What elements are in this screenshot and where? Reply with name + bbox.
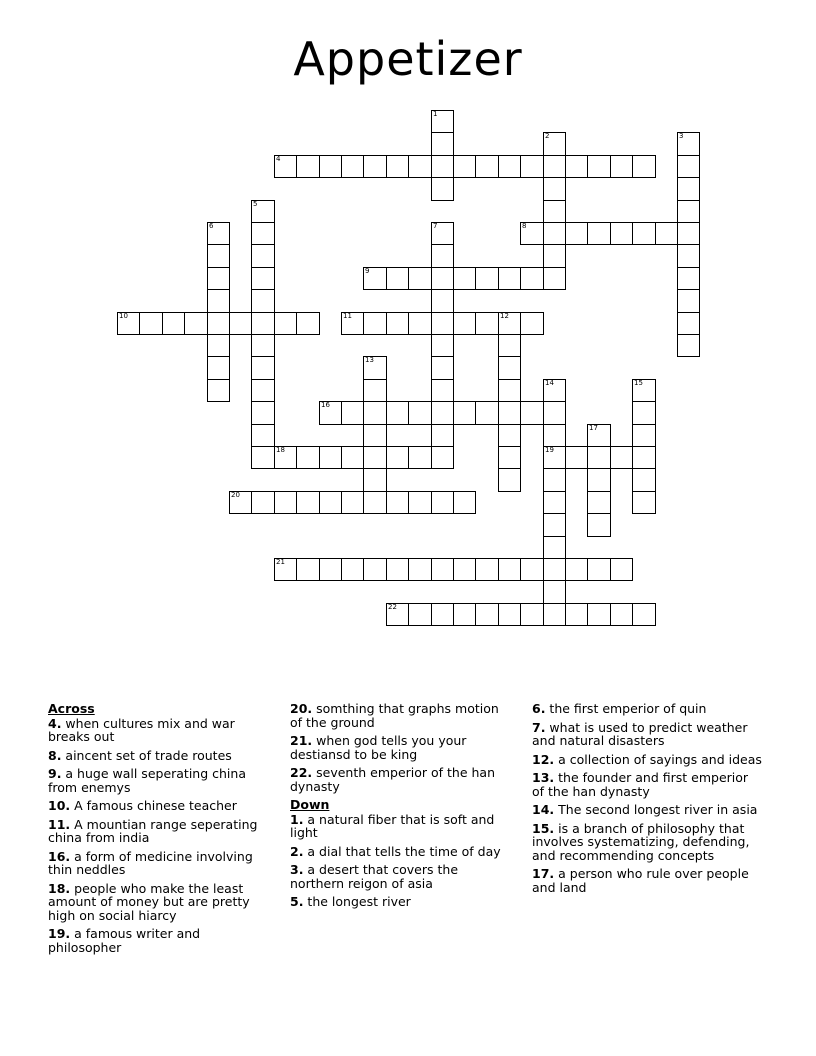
grid-cell[interactable] — [431, 177, 454, 201]
grid-cell[interactable] — [677, 132, 700, 156]
clue-number: 8 — [522, 222, 527, 230]
grid-cell[interactable] — [453, 155, 476, 178]
clue-item — [532, 803, 762, 817]
grid-cell[interactable] — [632, 379, 656, 402]
clue-item-text: seventh emperior of the han dynasty — [290, 765, 496, 794]
clue-item-number: 16. — [48, 848, 71, 864]
grid-cell[interactable] — [610, 446, 633, 469]
grid-cell[interactable] — [431, 110, 454, 133]
grid-cell[interactable] — [296, 312, 320, 335]
grid-cell[interactable] — [520, 155, 544, 178]
grid-cell[interactable] — [386, 155, 409, 178]
grid-cell[interactable] — [207, 222, 230, 245]
grid-cell[interactable] — [408, 603, 432, 626]
clue-number: 16 — [321, 401, 330, 409]
grid-cell[interactable] — [341, 401, 364, 425]
grid-cell[interactable] — [251, 312, 275, 335]
grid-cell[interactable] — [543, 446, 566, 469]
clue-item-number: 21. — [290, 733, 313, 748]
grid-cell[interactable] — [184, 312, 208, 335]
grid-cell[interactable] — [363, 356, 387, 380]
grid-cell[interactable] — [498, 401, 521, 425]
grid-cell[interactable] — [431, 491, 454, 514]
grid-cell[interactable] — [296, 558, 320, 581]
grid-cell[interactable] — [431, 289, 454, 313]
clue-item-text: the first emperior of quin — [545, 701, 707, 716]
grid-cell[interactable] — [408, 491, 432, 514]
grid-cell[interactable] — [251, 267, 275, 290]
clue-item-number: 3. — [290, 862, 304, 877]
grid-cell[interactable] — [498, 356, 521, 380]
clue-number: 21 — [276, 558, 285, 566]
grid-cell[interactable] — [139, 312, 163, 335]
clue-item — [290, 813, 510, 840]
grid-cell[interactable] — [610, 603, 633, 626]
grid-cell[interactable] — [543, 468, 566, 492]
grid-cell[interactable] — [251, 222, 275, 245]
grid-cell[interactable] — [677, 177, 700, 201]
clue-item — [48, 767, 268, 794]
grid-cell[interactable] — [363, 424, 387, 447]
clue-item-text: is a branch of philosophy that involves systematizing, defending, and recommending concepts — [532, 820, 750, 863]
clue-number: 5 — [253, 200, 258, 208]
grid-cell[interactable] — [386, 603, 409, 626]
grid-cell[interactable] — [587, 468, 611, 492]
grid-cell[interactable] — [274, 558, 297, 581]
grid-cell[interactable] — [677, 155, 700, 178]
grid-cell[interactable] — [431, 222, 454, 245]
grid-cell[interactable] — [251, 356, 275, 380]
grid-cell[interactable] — [610, 558, 633, 581]
grid-cell[interactable] — [207, 356, 230, 380]
grid-cell[interactable] — [677, 200, 700, 223]
grid-cell[interactable] — [363, 558, 387, 581]
grid-cell[interactable] — [610, 222, 633, 245]
clue-item — [290, 734, 510, 761]
grid-cell[interactable] — [543, 222, 566, 245]
grid-cell[interactable] — [587, 491, 611, 514]
clue-number: 3 — [679, 132, 684, 140]
clue-item-text: The second longest river in asia — [554, 802, 758, 817]
grid-cell[interactable] — [363, 379, 387, 402]
grid-cell[interactable] — [475, 155, 499, 178]
grid-cell[interactable] — [408, 155, 432, 178]
grid-cell[interactable] — [543, 379, 566, 402]
clue-item-number: 13. — [532, 770, 555, 785]
grid-cell[interactable] — [431, 244, 454, 268]
grid-cell[interactable] — [543, 244, 566, 268]
clue-item-text: somthing that graphs motion of the ground — [290, 701, 499, 730]
grid-cell[interactable] — [587, 222, 611, 245]
clue-item-number: 19. — [48, 926, 71, 941]
clue-item — [48, 717, 268, 744]
grid-cell[interactable] — [341, 491, 364, 514]
clue-number: 12 — [500, 312, 509, 320]
grid-cell[interactable] — [431, 401, 454, 425]
clue-number: 19 — [545, 446, 554, 454]
grid-cell[interactable] — [319, 155, 342, 178]
grid-cell[interactable] — [677, 334, 700, 357]
grid-cell[interactable] — [386, 491, 409, 514]
grid-cell[interactable] — [565, 558, 588, 581]
grid-cell[interactable] — [341, 155, 364, 178]
grid-cell[interactable] — [386, 267, 409, 290]
grid-cell[interactable] — [229, 491, 252, 514]
grid-cell[interactable] — [207, 379, 230, 402]
clue-item — [290, 863, 510, 890]
grid-cell[interactable] — [251, 424, 275, 447]
grid-cell[interactable] — [475, 401, 499, 425]
grid-cell[interactable] — [341, 312, 364, 335]
clue-item-text: a famous writer and philosopher — [48, 926, 201, 955]
grid-cell[interactable] — [610, 155, 633, 178]
grid-cell[interactable] — [296, 155, 320, 178]
clue-item-number: 8. — [48, 747, 62, 763]
clue-item-number: 6. — [532, 701, 546, 716]
clue-number: 20 — [231, 491, 240, 499]
clue-item-number: 1. — [290, 811, 304, 827]
clue-column-2 — [290, 702, 510, 914]
grid-cell[interactable] — [319, 558, 342, 581]
grid-cell[interactable] — [498, 334, 521, 357]
grid-cell[interactable] — [274, 312, 297, 335]
grid-cell[interactable] — [408, 312, 432, 335]
clue-item-text: a person who rule over people and land — [532, 866, 749, 895]
clue-item-text: when cultures mix and war breaks out — [48, 715, 235, 744]
clue-item-number: 12. — [532, 751, 555, 767]
clue-item — [532, 867, 762, 894]
clue-number: 10 — [119, 312, 128, 320]
grid-cell[interactable] — [543, 401, 566, 425]
grid-cell[interactable] — [520, 267, 544, 290]
grid-cell[interactable] — [117, 312, 140, 335]
grid-cell[interactable] — [475, 312, 499, 335]
grid-cell[interactable] — [543, 491, 566, 514]
grid-cell[interactable] — [431, 558, 454, 581]
clue-number: 9 — [365, 267, 370, 275]
clue-item-number: 14. — [532, 802, 555, 817]
grid-cell[interactable] — [251, 491, 275, 514]
grid-cell[interactable] — [431, 424, 454, 447]
grid-cell[interactable] — [408, 558, 432, 581]
clue-item — [48, 850, 268, 877]
clue-item — [290, 702, 510, 729]
clue-number: 7 — [433, 222, 438, 230]
grid-cell[interactable] — [251, 289, 275, 313]
clue-item — [532, 753, 762, 767]
grid-cell[interactable] — [408, 401, 432, 425]
grid-cell[interactable] — [677, 244, 700, 268]
grid-cell[interactable] — [453, 267, 476, 290]
clue-number: 22 — [388, 603, 397, 611]
grid-cell[interactable] — [498, 558, 521, 581]
grid-cell[interactable] — [453, 603, 476, 626]
grid-cell[interactable] — [677, 222, 700, 245]
grid-cell[interactable] — [251, 200, 275, 223]
grid-cell[interactable] — [363, 446, 387, 469]
grid-cell[interactable] — [587, 155, 611, 178]
grid-cell[interactable] — [274, 155, 297, 178]
grid-cell[interactable] — [431, 356, 454, 380]
grid-cell[interactable] — [543, 558, 566, 581]
grid-cell[interactable] — [543, 536, 566, 559]
grid-cell[interactable] — [431, 155, 454, 178]
grid-cell[interactable] — [431, 132, 454, 156]
grid-cell[interactable] — [520, 603, 544, 626]
clue-number: 6 — [209, 222, 214, 230]
grid-cell[interactable] — [498, 424, 521, 447]
grid-cell[interactable] — [543, 132, 566, 156]
clue-item-text: a collection of sayings and ideas — [554, 751, 762, 767]
grid-cell[interactable] — [632, 491, 656, 514]
clue-item — [48, 749, 268, 763]
grid-cell[interactable] — [632, 424, 656, 447]
grid-cell[interactable] — [363, 267, 387, 290]
grid-cell[interactable] — [475, 267, 499, 290]
clue-item — [532, 822, 762, 863]
clue-item — [532, 702, 762, 716]
clue-number: 2 — [545, 132, 550, 140]
grid-cell[interactable] — [363, 401, 387, 425]
grid-cell[interactable] — [520, 222, 544, 245]
grid-cell[interactable] — [565, 603, 588, 626]
clue-item — [48, 818, 268, 845]
clue-item-text: the longest river — [303, 894, 411, 909]
grid-cell[interactable] — [565, 446, 588, 469]
grid-cell[interactable] — [587, 446, 611, 469]
grid-cell[interactable] — [498, 155, 521, 178]
grid-cell[interactable] — [431, 334, 454, 357]
grid-cell[interactable] — [543, 580, 566, 604]
grid-cell[interactable] — [363, 491, 387, 514]
grid-cell[interactable] — [677, 312, 700, 335]
grid-cell[interactable] — [453, 312, 476, 335]
grid-cell[interactable] — [565, 155, 588, 178]
grid-cell[interactable] — [543, 177, 566, 201]
clue-column-1 — [48, 702, 268, 959]
section-heading-down: Down — [290, 797, 330, 812]
clue-number: 1 — [433, 110, 438, 118]
grid-cell[interactable] — [319, 401, 342, 425]
grid-cell[interactable] — [363, 312, 387, 335]
grid-cell[interactable] — [498, 603, 521, 626]
clue-item-number: 17. — [532, 866, 555, 881]
grid-cell[interactable] — [296, 491, 320, 514]
clue-item — [532, 771, 762, 798]
grid-cell[interactable] — [363, 468, 387, 492]
clue-item-number: 15. — [532, 820, 555, 836]
grid-cell[interactable] — [587, 558, 611, 581]
grid-cell[interactable] — [632, 446, 656, 469]
grid-cell[interactable] — [207, 289, 230, 313]
grid-cell[interactable] — [431, 267, 454, 290]
grid-cell[interactable] — [386, 558, 409, 581]
clue-item-number: 18. — [48, 880, 71, 896]
grid-cell[interactable] — [498, 267, 521, 290]
page-title: Appetizer — [293, 32, 523, 86]
grid-cell[interactable] — [565, 222, 588, 245]
grid-cell[interactable] — [408, 267, 432, 290]
grid-cell[interactable] — [677, 267, 700, 290]
grid-cell[interactable] — [520, 558, 544, 581]
grid-cell[interactable] — [520, 312, 544, 335]
clue-item-text: a huge wall seperating china from enemys — [48, 766, 246, 795]
clue-item-text: A famous chinese teacher — [70, 798, 237, 813]
clue-number: 17 — [589, 424, 598, 432]
grid-cell[interactable] — [655, 222, 678, 245]
grid-cell[interactable] — [319, 446, 342, 469]
grid-cell[interactable] — [677, 289, 700, 313]
clue-item — [290, 895, 510, 909]
clue-number: 15 — [634, 379, 643, 387]
grid-cell[interactable] — [632, 468, 656, 492]
clue-item-text: A mountian range seperating china from india — [48, 816, 258, 845]
grid-cell[interactable] — [162, 312, 185, 335]
grid-cell[interactable] — [453, 401, 476, 425]
grid-cell[interactable] — [431, 446, 454, 469]
section-heading-across: Across — [48, 701, 95, 716]
clue-number: 13 — [365, 356, 374, 364]
clue-item-text: what is used to predict weather and natural disasters — [532, 719, 748, 748]
clue-item — [290, 766, 510, 793]
clue-number: 18 — [276, 446, 285, 454]
grid-cell[interactable] — [251, 446, 275, 469]
grid-cell[interactable] — [251, 334, 275, 357]
grid-cell[interactable] — [207, 244, 230, 268]
grid-cell[interactable] — [543, 513, 566, 537]
grid-cell[interactable] — [587, 603, 611, 626]
clue-item — [48, 927, 268, 954]
grid-cell[interactable] — [431, 603, 454, 626]
grid-cell[interactable] — [587, 513, 611, 537]
grid-cell[interactable] — [207, 334, 230, 357]
grid-cell[interactable] — [386, 446, 409, 469]
grid-cell[interactable] — [431, 312, 454, 335]
grid-cell[interactable] — [453, 491, 476, 514]
grid-cell[interactable] — [632, 222, 656, 245]
grid-cell[interactable] — [251, 379, 275, 402]
grid-cell[interactable] — [498, 446, 521, 469]
clue-item-number: 22. — [290, 765, 313, 780]
clue-item — [48, 882, 268, 923]
clue-item-text: a natural fiber that is soft and light — [290, 811, 495, 840]
clue-column-3 — [532, 702, 762, 899]
clue-item-number: 2. — [290, 843, 304, 859]
clue-item-text: people who make the least amount of money but are pretty high on social hiarcy — [48, 880, 250, 923]
grid-cell[interactable] — [431, 379, 454, 402]
grid-cell[interactable] — [543, 603, 566, 626]
clue-item-text: a desert that covers the northern reigon of asia — [290, 862, 459, 891]
grid-cell[interactable] — [543, 200, 566, 223]
clue-item-number: 20. — [290, 701, 313, 716]
grid-cell[interactable] — [386, 401, 409, 425]
grid-cell[interactable] — [632, 155, 656, 178]
clue-item — [48, 799, 268, 813]
clue-item-number: 10. — [48, 798, 71, 813]
clue-item-text: the founder and first emperior of the han dynasty — [532, 770, 749, 799]
grid-cell[interactable] — [296, 446, 320, 469]
grid-cell[interactable] — [207, 267, 230, 290]
clue-item — [532, 721, 762, 748]
grid-cell[interactable] — [319, 491, 342, 514]
grid-cell[interactable] — [274, 446, 297, 469]
grid-cell[interactable] — [475, 558, 499, 581]
grid-cell[interactable] — [543, 424, 566, 447]
grid-cell[interactable] — [341, 558, 364, 581]
grid-cell[interactable] — [498, 468, 521, 492]
clue-number: 4 — [276, 155, 281, 163]
grid-cell[interactable] — [520, 401, 544, 425]
clue-item-number: 7. — [532, 719, 546, 735]
grid-cell[interactable] — [274, 491, 297, 514]
grid-cell[interactable] — [587, 424, 611, 447]
clue-item-text: a form of medicine involving thin neddles — [48, 848, 253, 877]
grid-cell[interactable] — [475, 603, 499, 626]
grid-cell[interactable] — [207, 312, 230, 335]
clue-item-text: when god tells you your destiansd to be king — [290, 733, 467, 762]
grid-cell[interactable] — [408, 446, 432, 469]
clue-item-number: 5. — [290, 894, 304, 909]
grid-cell[interactable] — [229, 312, 252, 335]
grid-cell[interactable] — [386, 312, 409, 335]
clue-number: 14 — [545, 379, 554, 387]
grid-cell[interactable] — [543, 155, 566, 178]
grid-cell[interactable] — [543, 267, 566, 290]
clue-item-number: 4. — [48, 715, 62, 731]
grid-cell[interactable] — [632, 401, 656, 425]
grid-cell[interactable] — [498, 312, 521, 335]
grid-cell[interactable] — [498, 379, 521, 402]
grid-cell[interactable] — [251, 244, 275, 268]
grid-cell[interactable] — [341, 446, 364, 469]
clue-item-text: a dial that tells the time of day — [303, 843, 501, 859]
grid-cell[interactable] — [632, 603, 656, 626]
clue-item-number: 11. — [48, 816, 71, 832]
grid-cell[interactable] — [251, 401, 275, 425]
grid-cell[interactable] — [363, 155, 387, 178]
clue-item-number: 9. — [48, 766, 62, 781]
grid-cell[interactable] — [453, 558, 476, 581]
clue-item — [290, 845, 510, 859]
clue-number: 11 — [343, 312, 352, 320]
clue-item-text: aincent set of trade routes — [61, 747, 232, 763]
